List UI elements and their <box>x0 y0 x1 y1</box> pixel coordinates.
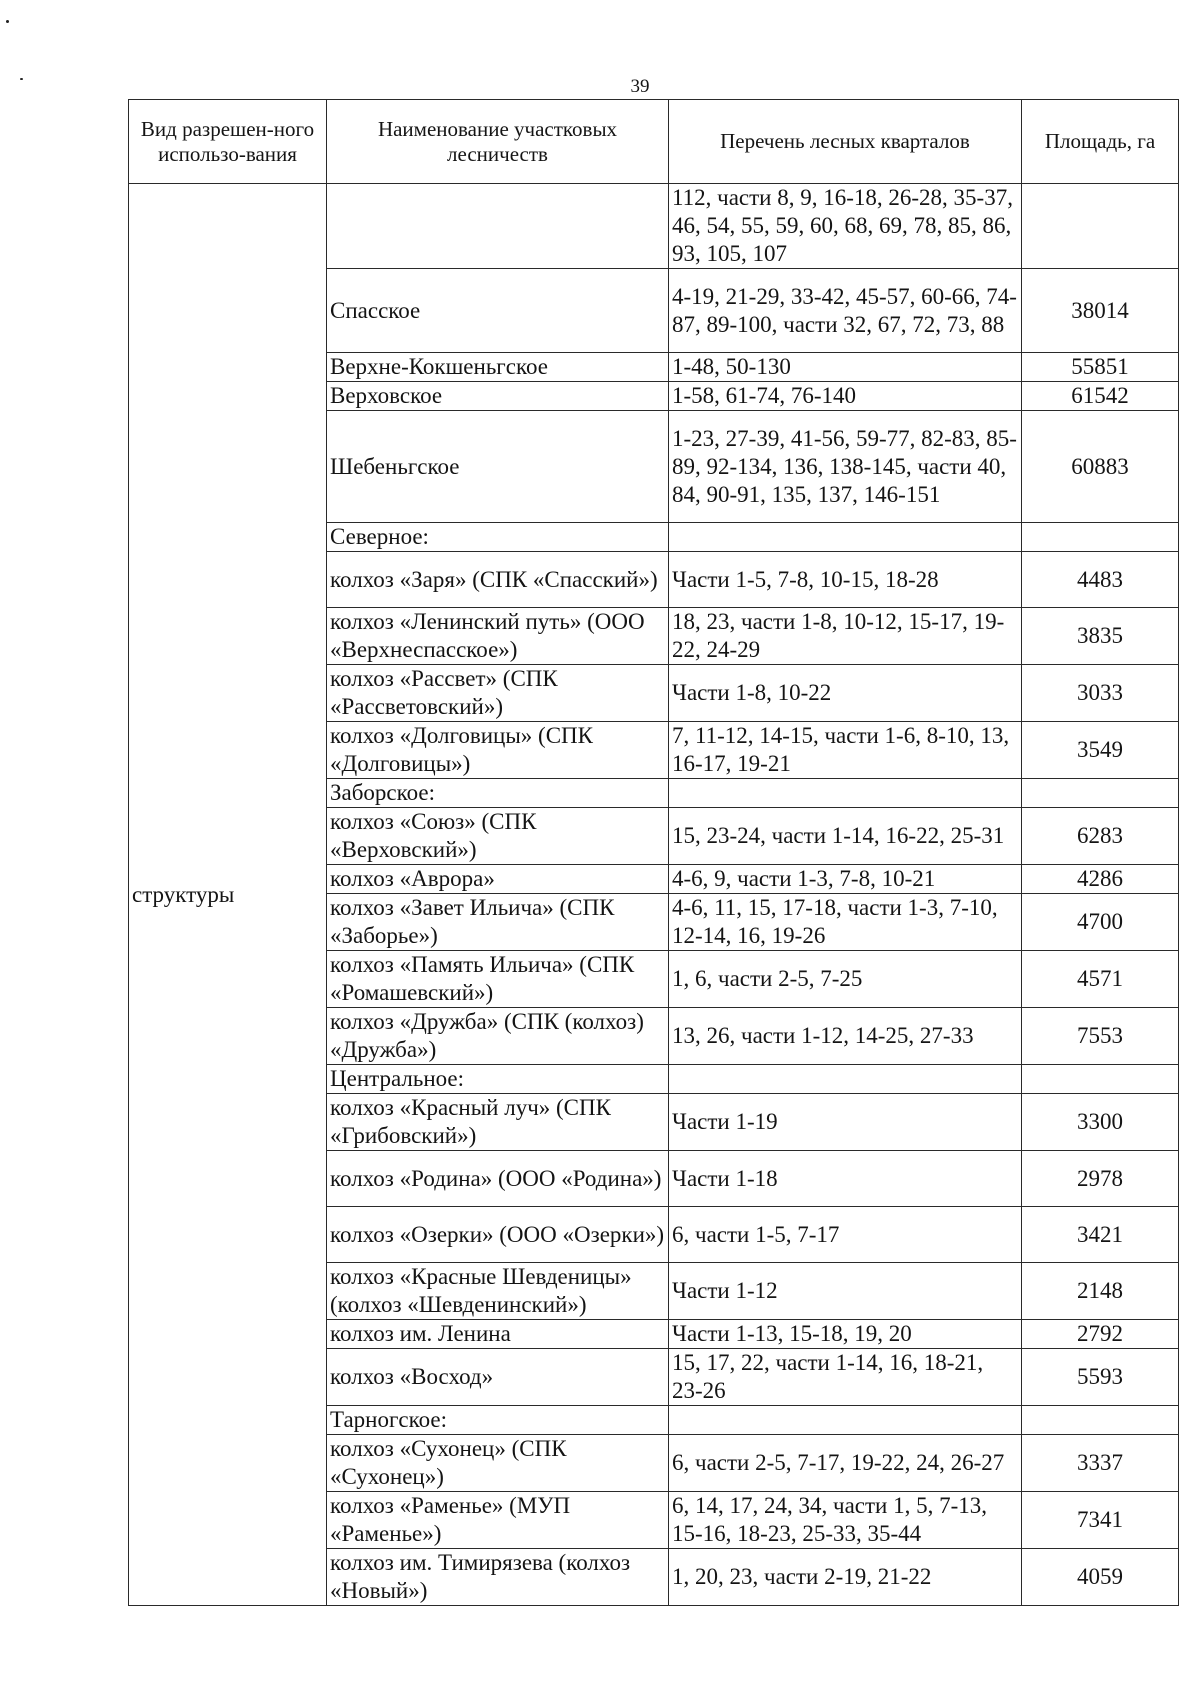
area-cell: 3033 <box>1022 665 1179 722</box>
quarters-cell: 18, 23, части 1-8, 10-12, 15-17, 19-22, 24-29 <box>669 608 1022 665</box>
area-cell: 4059 <box>1022 1549 1179 1606</box>
forest-quarters-table <box>128 99 1179 1606</box>
forestry-name-cell: колхоз «Рассвет» (СПК «Рассветовский») <box>327 665 669 722</box>
quarters-cell: Части 1-8, 10-22 <box>669 665 1022 722</box>
forestry-name-cell: колхоз им. Ленина <box>327 1320 669 1349</box>
forestry-name-cell: колхоз «Завет Ильича» (СПК «Заборье») <box>327 894 669 951</box>
quarters-cell: 15, 17, 22, части 1-14, 16, 18-21, 23-26 <box>669 1349 1022 1406</box>
quarters-cell: 15, 23-24, части 1-14, 16-22, 25-31 <box>669 808 1022 865</box>
forestry-name-cell: Центральное: <box>327 1065 669 1094</box>
area-cell <box>1022 779 1179 808</box>
forestry-name-cell: колхоз «Долговицы» (СПК «Долговицы») <box>327 722 669 779</box>
table-body <box>129 184 1179 1606</box>
forestry-name-cell: колхоз «Союз» (СПК «Верховский») <box>327 808 669 865</box>
forestry-name-cell: колхоз «Дружба» (СПК (колхоз) «Дружба») <box>327 1008 669 1065</box>
area-cell: 6283 <box>1022 808 1179 865</box>
quarters-cell: 6, части 2-5, 7-17, 19-22, 24, 26-27 <box>669 1435 1022 1492</box>
header-area: Площадь, га <box>1022 100 1179 184</box>
quarters-cell: 6, части 1-5, 7-17 <box>669 1207 1022 1263</box>
forestry-name-cell: Северное: <box>327 523 669 552</box>
quarters-cell: 1, 20, 23, части 2-19, 21-22 <box>669 1549 1022 1606</box>
usage-kind-cell: структуры <box>129 184 327 1606</box>
scan-speck <box>6 20 9 23</box>
table-row <box>129 184 1179 269</box>
header-forestry-name: Наименование участковых лесничеств <box>327 100 669 184</box>
quarters-cell: 7, 11-12, 14-15, части 1-6, 8-10, 13, 16-17, 19-21 <box>669 722 1022 779</box>
quarters-cell: 4-6, 9, части 1-3, 7-8, 10-21 <box>669 865 1022 894</box>
quarters-cell: 1, 6, части 2-5, 7-25 <box>669 951 1022 1008</box>
quarters-cell <box>669 1065 1022 1094</box>
forestry-name-cell: колхоз им. Тимирязева (колхоз «Новый») <box>327 1549 669 1606</box>
forestry-name-cell: колхоз «Ленинский путь» (ООО «Верхнеспасское») <box>327 608 669 665</box>
header-usage-kind: Вид разрешен-ного использо-вания <box>129 100 327 184</box>
quarters-cell: 1-58, 61-74, 76-140 <box>669 382 1022 411</box>
area-cell: 4571 <box>1022 951 1179 1008</box>
quarters-cell: 4-6, 11, 15, 17-18, части 1-3, 7-10, 12-14, 16, 19-26 <box>669 894 1022 951</box>
area-cell <box>1022 1406 1179 1435</box>
forestry-name-cell: колхоз «Озерки» (ООО «Озерки») <box>327 1207 669 1263</box>
area-cell <box>1022 184 1179 269</box>
area-cell: 60883 <box>1022 411 1179 523</box>
area-cell: 2148 <box>1022 1263 1179 1320</box>
area-cell: 55851 <box>1022 353 1179 382</box>
area-cell: 3421 <box>1022 1207 1179 1263</box>
forestry-name-cell: Тарногское: <box>327 1406 669 1435</box>
quarters-cell: Части 1-13, 15-18, 19, 20 <box>669 1320 1022 1349</box>
area-cell: 3300 <box>1022 1094 1179 1151</box>
area-cell: 5593 <box>1022 1349 1179 1406</box>
quarters-cell: 112, части 8, 9, 16-18, 26-28, 35-37, 46, 54, 55, 59, 60, 68, 69, 78, 85, 86, 93, 105, 107 <box>669 184 1022 269</box>
forestry-name-cell: колхоз «Раменье» (МУП «Раменье») <box>327 1492 669 1549</box>
area-cell: 3835 <box>1022 608 1179 665</box>
quarters-cell <box>669 1406 1022 1435</box>
quarters-cell: Части 1-18 <box>669 1151 1022 1207</box>
area-cell: 61542 <box>1022 382 1179 411</box>
quarters-cell <box>669 523 1022 552</box>
area-cell: 3549 <box>1022 722 1179 779</box>
quarters-cell: 6, 14, 17, 24, 34, части 1, 5, 7-13, 15-16, 18-23, 25-33, 35-44 <box>669 1492 1022 1549</box>
forestry-name-cell: Верховское <box>327 382 669 411</box>
forestry-name-cell: Заборское: <box>327 779 669 808</box>
forestry-name-cell: колхоз «Аврора» <box>327 865 669 894</box>
area-cell <box>1022 1065 1179 1094</box>
area-cell <box>1022 523 1179 552</box>
area-cell: 7341 <box>1022 1492 1179 1549</box>
area-cell: 38014 <box>1022 269 1179 353</box>
quarters-cell: Части 1-5, 7-8, 10-15, 18-28 <box>669 552 1022 608</box>
quarters-cell: 4-19, 21-29, 33-42, 45-57, 60-66, 74-87, 89-100, части 32, 67, 72, 73, 88 <box>669 269 1022 353</box>
area-cell: 2978 <box>1022 1151 1179 1207</box>
area-cell: 2792 <box>1022 1320 1179 1349</box>
scan-speck <box>20 78 23 80</box>
forestry-name-cell: колхоз «Восход» <box>327 1349 669 1406</box>
header-quarters-list: Перечень лесных кварталов <box>669 100 1022 184</box>
table-header-row <box>129 100 1179 184</box>
quarters-cell: 1-23, 27-39, 41-56, 59-77, 82-83, 85-89, 92-134, 136, 138-145, части 40, 84, 90-91, 135, 137, 146-151 <box>669 411 1022 523</box>
page-number: 39 <box>630 76 650 97</box>
forestry-name-cell <box>327 184 669 269</box>
quarters-cell: 1-48, 50-130 <box>669 353 1022 382</box>
area-cell: 3337 <box>1022 1435 1179 1492</box>
forestry-name-cell: колхоз «Сухонец» (СПК «Сухонец») <box>327 1435 669 1492</box>
forestry-name-cell: колхоз «Родина» (ООО «Родина») <box>327 1151 669 1207</box>
area-cell: 4700 <box>1022 894 1179 951</box>
forestry-name-cell: колхоз «Красный луч» (СПК «Грибовский») <box>327 1094 669 1151</box>
forestry-name-cell: колхоз «Заря» (СПК «Спасский») <box>327 552 669 608</box>
area-cell: 4483 <box>1022 552 1179 608</box>
area-cell: 4286 <box>1022 865 1179 894</box>
quarters-cell <box>669 779 1022 808</box>
area-cell: 7553 <box>1022 1008 1179 1065</box>
quarters-cell: Части 1-19 <box>669 1094 1022 1151</box>
quarters-cell: 13, 26, части 1-12, 14-25, 27-33 <box>669 1008 1022 1065</box>
forestry-name-cell: Верхне-Кокшеньгское <box>327 353 669 382</box>
quarters-cell: Части 1-12 <box>669 1263 1022 1320</box>
forestry-name-cell: колхоз «Память Ильича» (СПК «Ромашевский») <box>327 951 669 1008</box>
forestry-name-cell: колхоз «Красные Шевденицы» (колхоз «Шевденинский») <box>327 1263 669 1320</box>
forestry-name-cell: Спасское <box>327 269 669 353</box>
forestry-name-cell: Шебеньгское <box>327 411 669 523</box>
